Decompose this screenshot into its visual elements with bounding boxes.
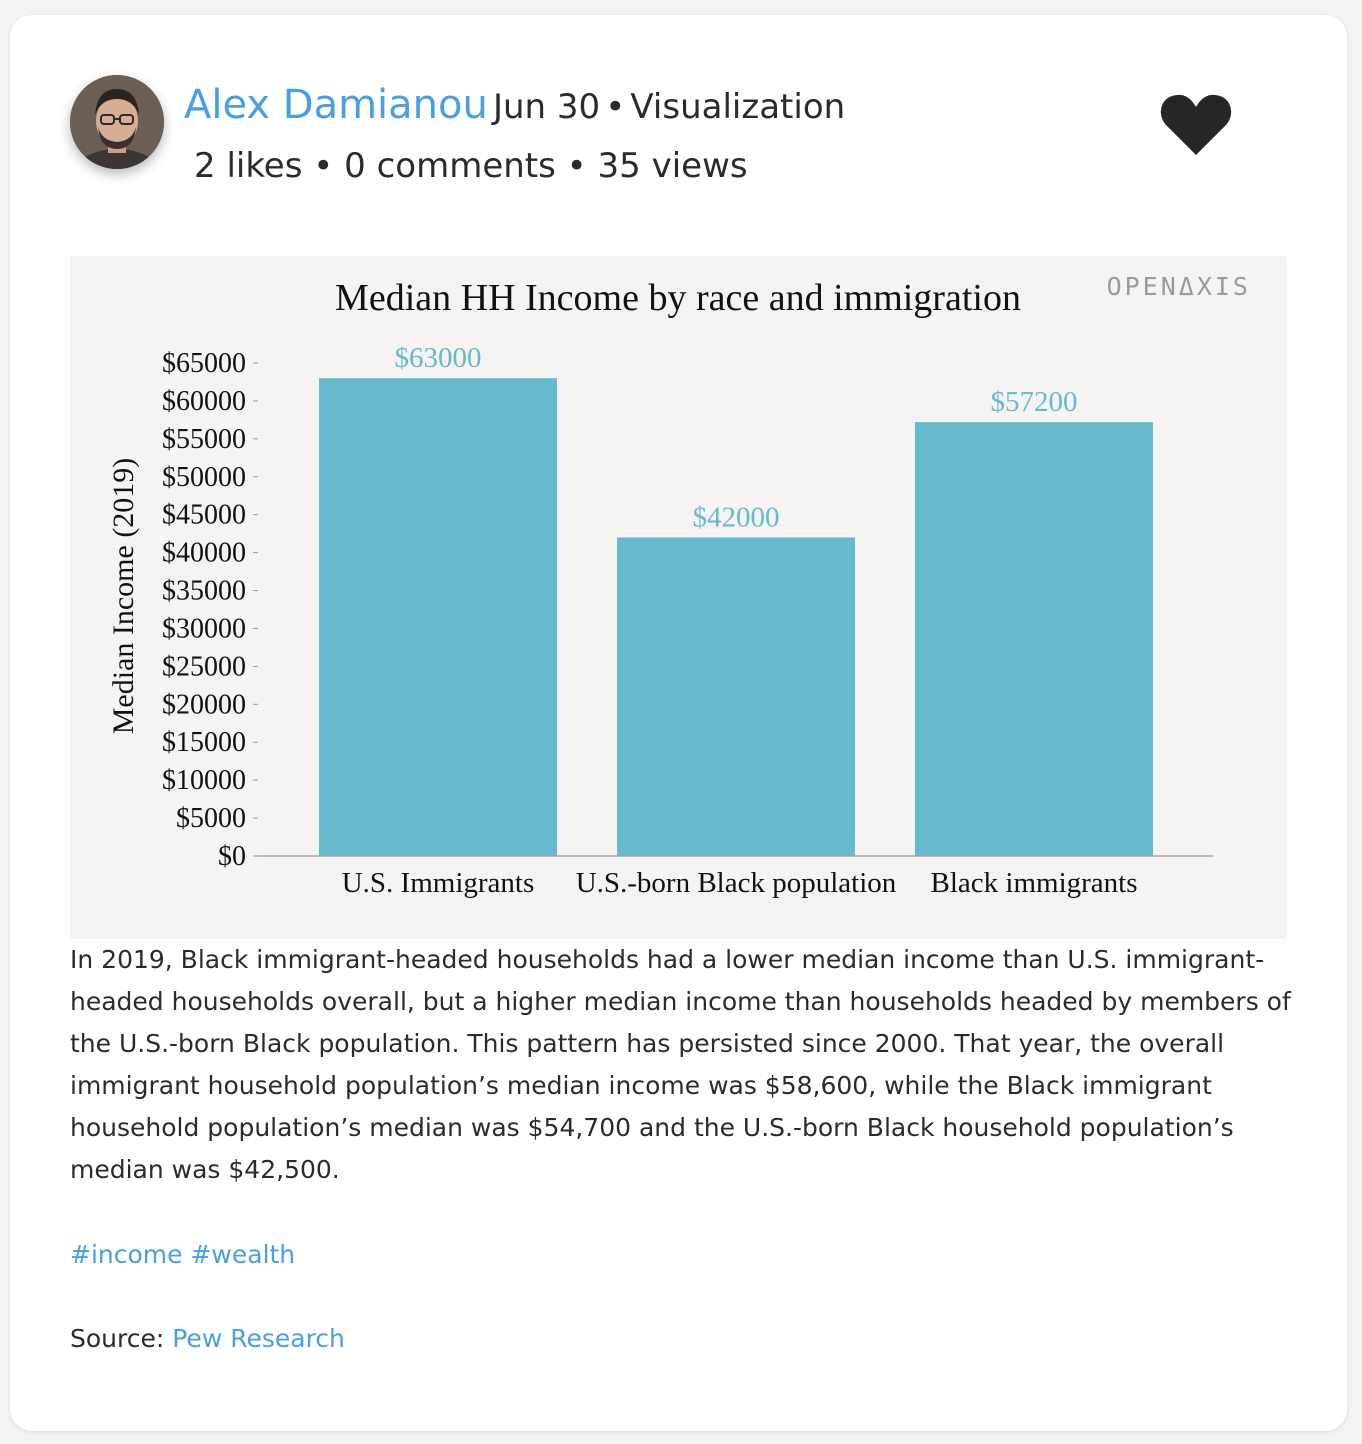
comments-count[interactable]: 0 comments bbox=[344, 146, 556, 186]
post-header bbox=[184, 79, 845, 139]
bar[interactable] bbox=[915, 422, 1153, 856]
source-label: Source: bbox=[70, 1324, 165, 1353]
avatar-photo bbox=[70, 75, 164, 169]
openaxis-logo: OPENΔXIS bbox=[1106, 272, 1251, 301]
tag-income[interactable]: #income bbox=[70, 1240, 183, 1269]
like-button[interactable] bbox=[1160, 93, 1232, 157]
x-category-label: U.S. Immigrants bbox=[341, 867, 535, 899]
y-tick-label: $65000 bbox=[162, 348, 246, 379]
y-tick-label: $45000 bbox=[162, 499, 246, 531]
post-category[interactable]: Visualization bbox=[630, 87, 846, 127]
y-tick-label: $40000 bbox=[162, 537, 246, 569]
post-description: In 2019, Black immigrant-headed households had a lower median income than U.S. immigrant-headed households overall, but a higher median income than households headed by members of the U.S.-born Black population. This pattern has persisted since 2000. That year, the overall immigrant household population’s median income was $58,600, while the Black immigrant household population’s median was $54,700 and the U.S.-born Black household population’s median was $42,500. bbox=[70, 945, 1291, 1184]
y-tick-label: $60000 bbox=[162, 385, 246, 417]
post-stats bbox=[194, 141, 748, 191]
tag-list bbox=[70, 1235, 295, 1275]
bar[interactable] bbox=[617, 537, 855, 856]
y-tick-label: $5000 bbox=[176, 803, 246, 835]
tag-wealth[interactable]: #wealth bbox=[190, 1240, 296, 1269]
post-date: Jun 30 bbox=[492, 87, 601, 127]
bar-value-label: $42000 bbox=[692, 501, 780, 534]
y-tick-label: $20000 bbox=[162, 689, 246, 721]
y-tick-label: $10000 bbox=[162, 765, 246, 797]
y-tick-label: $30000 bbox=[162, 613, 246, 645]
y-tick-label: $55000 bbox=[162, 423, 246, 455]
bar-chart bbox=[70, 256, 1287, 939]
post-card bbox=[10, 15, 1347, 1431]
avatar[interactable] bbox=[70, 75, 164, 169]
source-line bbox=[70, 1319, 345, 1359]
y-tick-label: $0 bbox=[218, 841, 246, 872]
y-tick-label: $35000 bbox=[162, 575, 246, 607]
likes-count: 2 likes bbox=[194, 146, 303, 186]
y-axis-label: Median Income (2019) bbox=[107, 457, 140, 735]
chart-panel bbox=[70, 256, 1287, 939]
x-category-label: Black immigrants bbox=[930, 867, 1138, 899]
y-tick-label: $25000 bbox=[162, 651, 246, 683]
y-tick-label: $50000 bbox=[162, 461, 246, 493]
chart-title: Median HH Income by race and immigration bbox=[335, 277, 1021, 319]
meta-separator: • bbox=[605, 87, 626, 127]
heart-icon bbox=[1160, 93, 1232, 157]
source-link[interactable]: Pew Research bbox=[172, 1324, 345, 1353]
stats-separator: • bbox=[313, 146, 334, 186]
y-tick-label: $15000 bbox=[162, 727, 246, 759]
author-link[interactable]: Alex Damianou bbox=[184, 82, 488, 128]
stats-separator: • bbox=[566, 146, 587, 186]
views-count: 35 views bbox=[597, 146, 748, 186]
x-category-label: U.S.-born Black population bbox=[575, 867, 897, 899]
bar-value-label: $57200 bbox=[990, 386, 1078, 419]
bar-value-label: $63000 bbox=[394, 342, 482, 375]
bar[interactable] bbox=[319, 378, 557, 856]
